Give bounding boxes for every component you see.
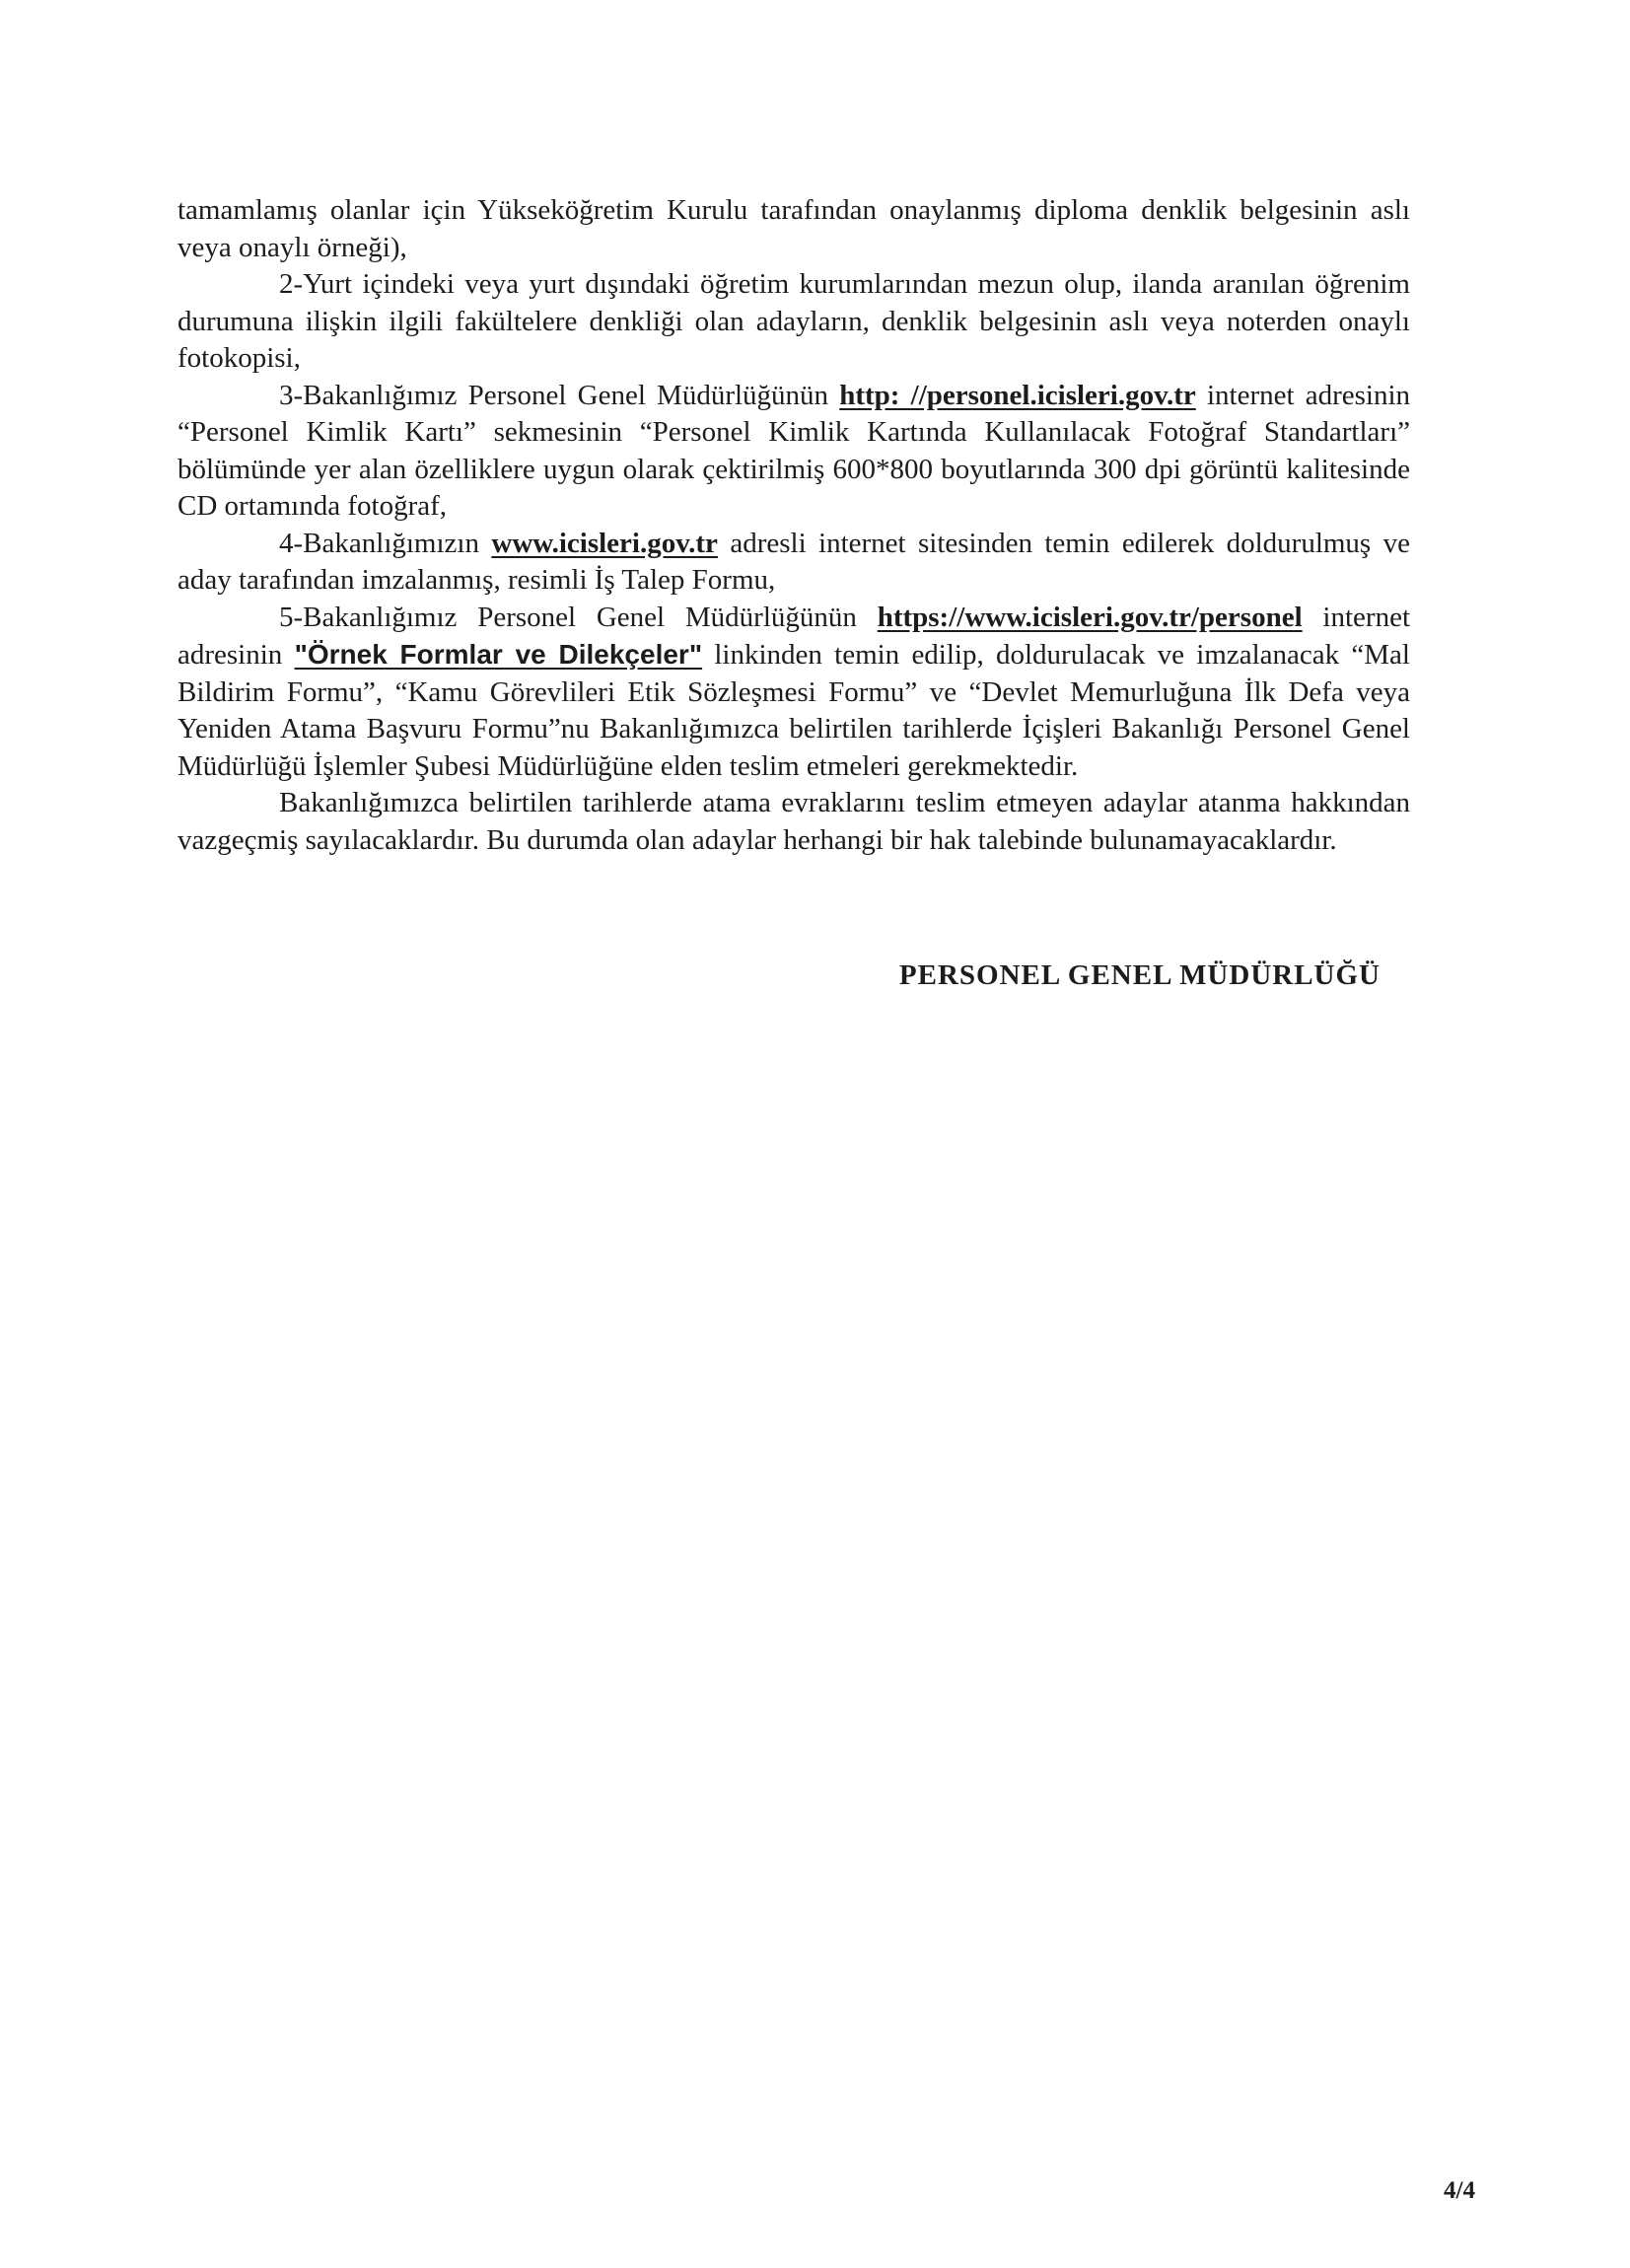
paragraph-4-before: Bakanlığımızın [303, 527, 492, 559]
document-body [177, 192, 1410, 859]
signature-block: PERSONEL GENEL MÜDÜRLÜĞÜ [898, 959, 1381, 991]
personel-site-link[interactable]: http: //personel.icisleri.gov.tr [839, 379, 1196, 411]
item-number-2: 2- [279, 268, 304, 300]
paragraph-1 [177, 192, 1410, 266]
paragraph-5 [177, 600, 1410, 786]
paragraph-4-after: adresli internet sitesinden temin edilerek doldurulmuş ve aday tarafından imzalanmış, resimli İş Talep Formu, [177, 527, 1410, 596]
paragraph-3 [177, 378, 1410, 526]
paragraph-6 [177, 785, 1410, 859]
page-number: 4/4 [1444, 2177, 1475, 2204]
paragraph-2 [177, 266, 1410, 378]
paragraph-5-after: linkinden temin edilip, doldurulacak ve imzalanacak “Mal Bildirim Formu”, “Kamu Görevlileri Etik Sözleşmesi Formu” ve “Devlet Memurluğuna İlk Defa veya Yeniden Atama Başvuru Formu”nu Bakanlığımızca belirtilen tarihlerde İçişleri Bakanlığı Personel Genel Müdürlüğü İşlemler Şubesi Müdürlüğüne elden teslim etmeleri gerekmektedir. [177, 639, 1410, 782]
paragraph-4 [177, 526, 1410, 600]
paragraph-6-text: Bakanlığımızca belirtilen tarihlerde atama evraklarını teslim etmeyen adaylar atanma hakkından vazgeçmiş sayılacaklardır. Bu durumda olan adaylar herhangi bir hak talebinde bulunamayacaklardır. [177, 787, 1410, 856]
paragraph-5-before: Bakanlığımız Personel Genel Müdürlüğünün [303, 601, 878, 633]
paragraph-3-after: internet adresinin “Personel Kimlik Kartı” sekmesinin “Personel Kimlik Kartında Kullanılacak Fotoğraf Standartları” bölümünde yer alan özelliklere uygun olarak çektirilmiş 600*800 boyutlarında 300 dpi görüntü kalitesinde CD ortamında fotoğraf, [177, 379, 1411, 522]
paragraph-2-text: Yurt içindeki veya yurt dışındaki öğretim kurumlarından mezun olup, ilanda aranılan öğrenim durumuna ilişkin ilgili fakültelere denkliği olan adayların, denklik belgesinin aslı veya noterden onaylı fotokopisi, [177, 268, 1410, 374]
paragraph-1-text: tamamlamış olanlar için Yükseköğretim Kurulu tarafından onaylanmış diploma denklik belgesinin aslı veya onaylı örneği), [177, 194, 1410, 263]
item-number-3: 3- [279, 379, 304, 411]
icisleri-site-link[interactable]: www.icisleri.gov.tr [491, 527, 718, 559]
paragraph-5-middle: internet adresinin [177, 601, 1411, 671]
paragraph-3-before: Bakanlığımız Personel Genel Müdürlüğünün [303, 379, 840, 411]
item-number-5: 5- [279, 601, 304, 633]
personel-page-link[interactable]: https://www.icisleri.gov.tr/personel [877, 601, 1303, 633]
sample-forms-link[interactable]: "Örnek Formlar ve Dilekçeler" [294, 639, 703, 670]
item-number-4: 4- [279, 527, 304, 559]
